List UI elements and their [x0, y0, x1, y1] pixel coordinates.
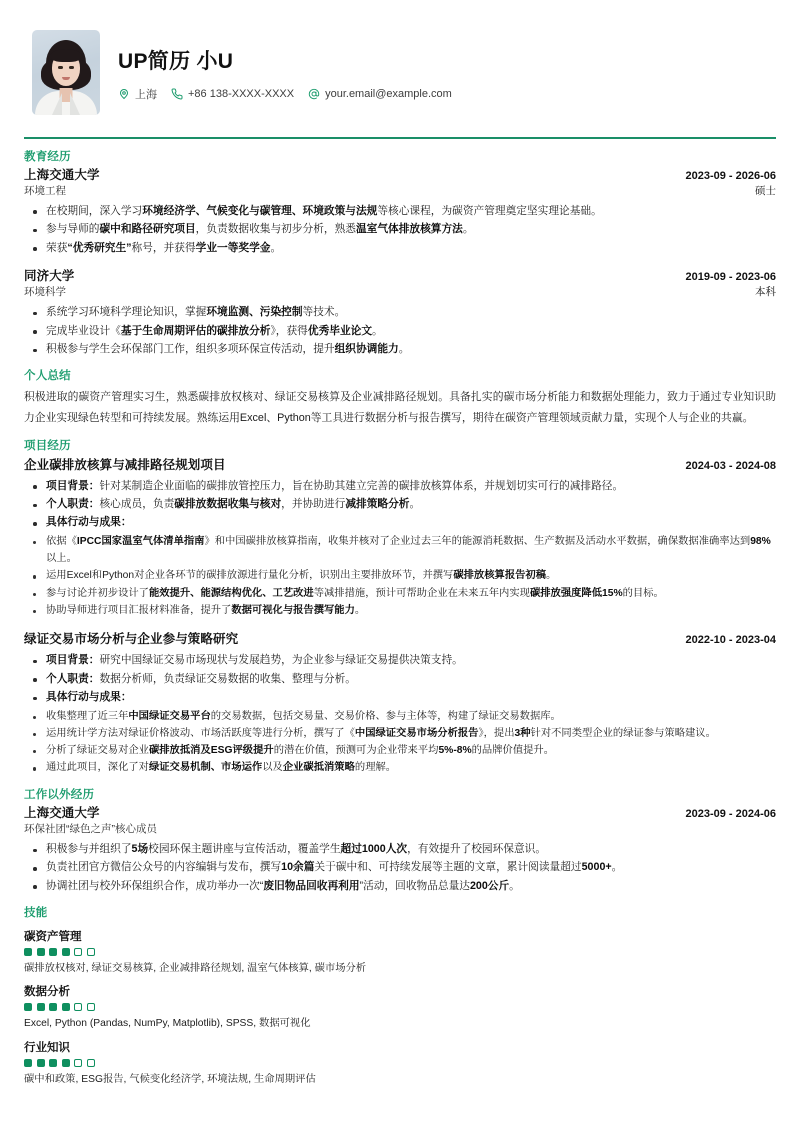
education-org: 同济大学	[24, 269, 75, 284]
section-title-extracurricular: 工作以外经历	[24, 788, 95, 801]
education-bullets	[24, 202, 776, 257]
education-major: 环境工程	[24, 184, 66, 197]
section-education	[24, 150, 776, 359]
education-degree: 硕士	[755, 184, 776, 197]
education-date: 2023-09 - 2026-06	[685, 169, 776, 182]
project-sub-bullets	[24, 708, 776, 777]
extracurricular-entry-0	[24, 803, 776, 895]
resume-header	[24, 0, 776, 115]
list-item: 通过此项目，深化了对绿证交易机制、市场运作以及企业碳抵消策略的理解。	[24, 759, 776, 776]
skill-item-0	[24, 928, 776, 976]
list-item: 协调社团与校外环保组织合作，成功举办一次“废旧物品回收再利用”活动，回收物品总量达200公斤。	[24, 877, 776, 895]
skill-dot-filled	[62, 1059, 70, 1067]
list-item: 荣获“优秀研究生”称号，并获得学业一等奖学金。	[24, 239, 776, 257]
avatar	[32, 30, 100, 115]
extracurricular-org: 上海交通大学	[24, 806, 100, 821]
contact-phone-text: +86 138-XXXX-XXXX	[188, 88, 295, 100]
skill-item-1	[24, 983, 776, 1031]
list-item: 运用统计学方法对绿证价格波动、市场活跃度等进行分析，撰写了《中国绿证交易市场分析报告》，提出3种针对不同类型企业的绿证参与策略建议。	[24, 725, 776, 742]
skill-dot-empty	[87, 1059, 95, 1067]
list-item: 在校期间，深入学习环境经济学、气候变化与碳管理、环境政策与法规等核心课程，为碳资产管理奠定坚实理论基础。	[24, 202, 776, 220]
extracurricular-bullets	[24, 840, 776, 895]
skill-dot-filled	[62, 1003, 70, 1011]
education-entry-1	[24, 266, 776, 358]
education-degree: 本科	[755, 286, 776, 299]
contact-email-text: your.email@example.com	[325, 88, 452, 100]
contact-phone	[171, 88, 294, 100]
skill-dot-filled	[37, 1003, 45, 1011]
contact-location-text: 上海	[135, 89, 157, 101]
skill-description: Excel, Python (Pandas, NumPy, Matplotlib), SPSS, 数据可视化	[24, 1018, 311, 1030]
list-item: 参与讨论并初步设计了能效提升、能源结构优化、工艺改进等减排措施，预计可帮助企业在未来五年内实现碳排放强度降低15%的目标。	[24, 585, 776, 602]
section-skills	[24, 906, 776, 1087]
project-sub-bullets	[24, 533, 776, 619]
skill-description: 碳排放权核对, 绿证交易核算, 企业减排路径规划, 温室气体核算, 碳市场分析	[24, 962, 367, 974]
list-item: 积极参与学生会环保部门工作，组织多项环保宣传活动，提升组织协调能力。	[24, 340, 776, 358]
email-at-icon	[308, 88, 320, 100]
extracurricular-role: 环保社团“绿色之声”核心成员	[24, 823, 157, 836]
project-bullets	[24, 477, 776, 532]
project-entry-0	[24, 455, 776, 620]
skill-description: 碳中和政策, ESG报告, 气候变化经济学, 环境法规, 生命周期评估	[24, 1073, 316, 1085]
summary-text: 积极进取的碳资产管理实习生，熟悉碳排放权核对、绿证交易核算及企业减排路径规划。具备扎实的碳市场分析能力和数据处理能力，致力于通过专业知识助力企业实现绿色转型和可持续发展。熟练运用Excel、Python等工具进行数据分析与报告撰写，期待在碳资产管理领域贡献力量，实现个人与企业的共赢。	[24, 390, 776, 424]
section-title-summary: 个人总结	[24, 370, 71, 383]
skill-level-dots	[24, 948, 776, 956]
education-entry-0	[24, 165, 776, 257]
contact-email	[308, 88, 452, 100]
list-item: 依据《IPCC国家温室气体清单指南》和中国碳排放核算指南，收集并核对了企业过去三年的能源消耗数据、生产数据及活动水平数据，确保数据准确率达到98%以上。	[24, 533, 776, 568]
list-item: 具体行动与成果：	[24, 688, 776, 706]
skill-dot-filled	[49, 1059, 57, 1067]
location-pin-icon	[118, 88, 130, 100]
section-title-education: 教育经历	[24, 150, 71, 163]
list-item: 协助导师进行项目汇报材料准备，提升了数据可视化与报告撰写能力。	[24, 602, 776, 619]
list-item: 分析了绿证交易对企业碳排放抵消及ESG评级提升的潜在价值，预测可为企业带来平均5%-8%的品牌价值提升。	[24, 742, 776, 759]
skill-dot-filled	[49, 1003, 57, 1011]
skill-dot-filled	[62, 948, 70, 956]
skill-dot-filled	[37, 1059, 45, 1067]
project-title: 企业碳排放核算与减排路径规划项目	[24, 457, 226, 472]
list-item: 系统学习环境科学理论知识，掌握环境监测、污染控制等技术。	[24, 303, 776, 321]
list-item: 项目背景：针对某制造企业面临的碳排放管控压力，旨在协助其建立完善的碳排放核算体系，并规划切实可行的减排路径。	[24, 477, 776, 495]
list-item: 完成毕业设计《基于生命周期评估的碳排放分析》，获得优秀毕业论文。	[24, 322, 776, 340]
phone-icon	[171, 88, 183, 100]
list-item: 参与导师的碳中和路径研究项目，负责数据收集与初步分析，熟悉温室气体排放核算方法。	[24, 220, 776, 238]
project-entry-1	[24, 629, 776, 776]
skill-dot-filled	[24, 1059, 32, 1067]
section-projects	[24, 439, 776, 776]
section-extracurricular	[24, 788, 776, 896]
skill-name: 碳资产管理	[24, 930, 82, 943]
project-title: 绿证交易市场分析与企业参与策略研究	[24, 632, 239, 647]
skill-dot-empty	[74, 1003, 82, 1011]
section-title-skills: 技能	[24, 907, 48, 920]
contact-list	[118, 86, 452, 102]
skill-name: 行业知识	[24, 1041, 70, 1054]
education-bullets	[24, 303, 776, 358]
page-title: UP简历 小U	[118, 50, 234, 73]
list-item: 个人职责：核心成员，负责碳排放数据收集与核对，并协助进行减排策略分析。	[24, 495, 776, 513]
list-item: 积极参与并组织了5场校园环保主题讲座与宣传活动，覆盖学生超过1000人次，有效提升了校园环保意识。	[24, 840, 776, 858]
skill-level-dots	[24, 1003, 776, 1011]
skill-dot-filled	[49, 948, 57, 956]
section-summary	[24, 369, 776, 428]
contact-location	[118, 86, 157, 102]
project-date: 2024-03 - 2024-08	[685, 459, 776, 472]
skill-level-dots	[24, 1059, 776, 1067]
project-date: 2022-10 - 2023-04	[685, 634, 776, 647]
education-org: 上海交通大学	[24, 167, 100, 182]
skill-dot-filled	[24, 948, 32, 956]
skill-dot-filled	[37, 948, 45, 956]
skill-name: 数据分析	[24, 986, 70, 999]
list-item: 负责社团官方微信公众号的内容编辑与发布，撰写10余篇关于碳中和、可持续发展等主题的文章，累计阅读量超过5000+。	[24, 858, 776, 876]
project-bullets	[24, 651, 776, 706]
header-divider	[24, 137, 776, 139]
skill-dot-empty	[74, 1059, 82, 1067]
education-date: 2019-09 - 2023-06	[685, 271, 776, 284]
list-item: 收集整理了近三年中国绿证交易平台的交易数据，包括交易量、交易价格、参与主体等，构建了绿证交易数据库。	[24, 708, 776, 725]
skill-dot-filled	[24, 1003, 32, 1011]
skill-dot-empty	[74, 948, 82, 956]
section-title-projects: 项目经历	[24, 440, 71, 453]
skill-dot-empty	[87, 948, 95, 956]
list-item: 项目背景：研究中国绿证交易市场现状与发展趋势，为企业参与绿证交易提供决策支持。	[24, 651, 776, 669]
list-item: 个人职责：数据分析师，负责绿证交易数据的收集、整理与分析。	[24, 670, 776, 688]
extracurricular-date: 2023-09 - 2024-06	[685, 808, 776, 821]
list-item: 运用Excel和Python对企业各环节的碳排放源进行量化分析，识别出主要排放环节，并撰写碳排放核算报告初稿。	[24, 567, 776, 584]
skill-item-2	[24, 1039, 776, 1087]
list-item: 具体行动与成果：	[24, 513, 776, 531]
skill-dot-empty	[87, 1003, 95, 1011]
education-major: 环境科学	[24, 286, 66, 299]
